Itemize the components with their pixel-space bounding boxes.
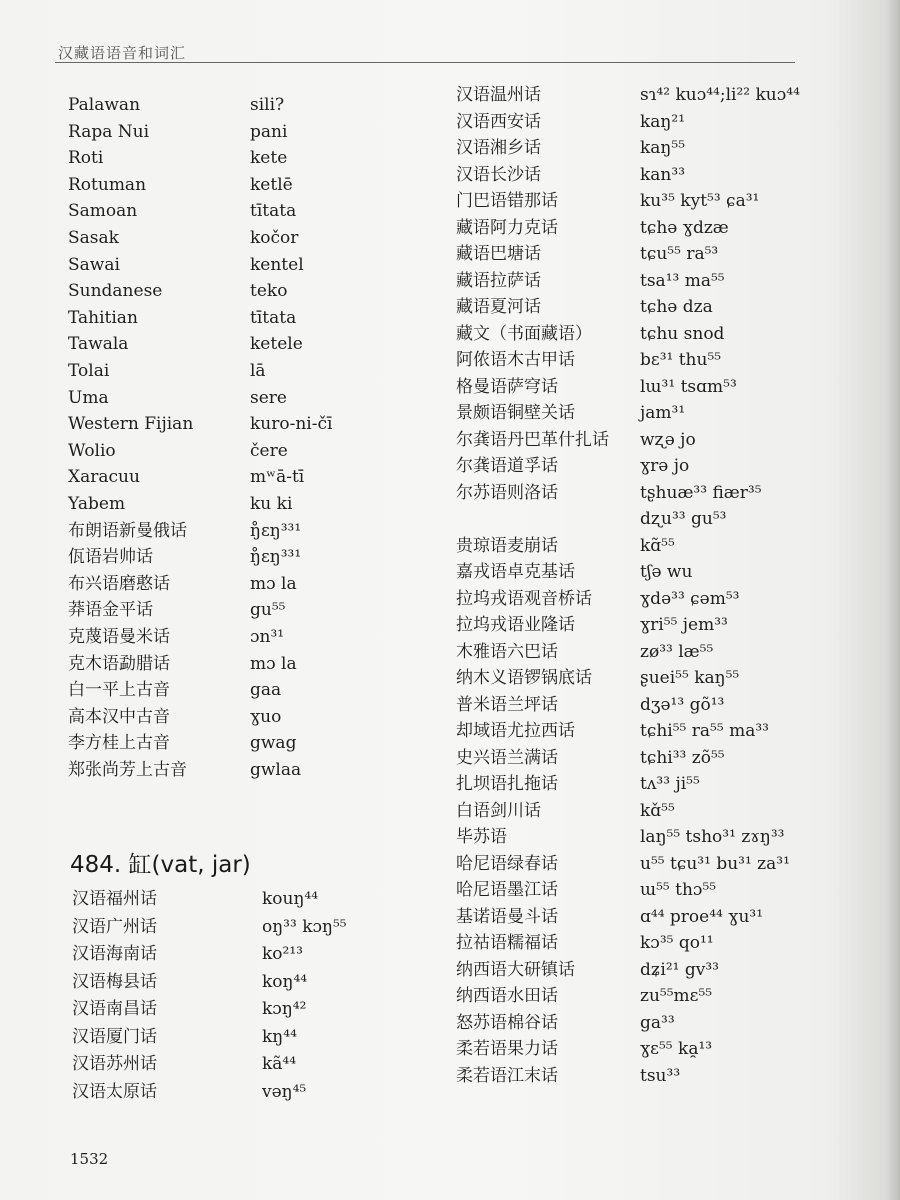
language-name: 怒苏语棉谷话 — [456, 1012, 558, 1033]
section-title-484: 484. 缸(vat, jar) — [70, 852, 251, 878]
word-form: ku ki — [250, 494, 293, 514]
word-form: tsu³³ — [640, 1065, 681, 1086]
word-form: mɔ la — [250, 653, 297, 674]
entry-row — [68, 225, 408, 251]
language-name: 克木语勐腊话 — [68, 653, 170, 674]
language-name: 汉语海南话 — [72, 944, 157, 964]
entry-row — [456, 294, 856, 320]
word-form: vəŋ⁴⁵ — [262, 1081, 307, 1102]
language-name: Tolai — [68, 361, 110, 381]
word-form: tītata — [250, 201, 297, 222]
entry-row — [456, 1036, 856, 1062]
language-name: 白一平上古音 — [68, 680, 170, 701]
word-form: oŋ³³ kɔŋ⁵⁵ — [262, 916, 347, 937]
entry-row — [456, 1063, 856, 1089]
language-name: 汉语梅县话 — [72, 971, 157, 992]
language-name: 阿侬语木古甲话 — [456, 350, 575, 370]
word-form: u⁵⁵ tɕu³¹ bu³¹ za³¹ — [640, 853, 790, 874]
word-form: kã⁴⁴ — [262, 1054, 297, 1074]
language-name: 拉坞戎语业隆话 — [456, 615, 575, 635]
entry-row — [456, 824, 856, 850]
word-form: tītata — [250, 307, 297, 328]
entry-row — [72, 914, 412, 940]
word-form: tɕhə dza — [640, 297, 713, 317]
word-form: kɑ̌⁵⁵ — [640, 800, 675, 821]
word-form: tɕhi⁵⁵ ra⁵⁵ ma³³ — [640, 721, 769, 741]
language-name: Sasak — [68, 228, 119, 248]
entry-row — [456, 877, 856, 903]
word-form: pani — [250, 121, 288, 142]
language-name: 木雅语六巴话 — [456, 641, 558, 662]
entry-row — [456, 612, 856, 638]
language-name: 汉语厦门话 — [72, 1026, 157, 1047]
entry-row — [456, 480, 856, 506]
word-form: kaŋ²¹ — [640, 111, 686, 132]
entry-row — [456, 692, 856, 718]
word-form: ɣuo — [250, 706, 282, 727]
entry-row — [68, 252, 408, 278]
entry-row — [68, 518, 408, 544]
language-name: Tahitian — [68, 307, 138, 328]
word-form: gu⁵⁵ — [250, 600, 286, 621]
word-form: ɣri⁵⁵ jem³³ — [640, 615, 728, 635]
language-name: 汉语湘乡话 — [456, 138, 541, 158]
word-form: ɑ⁴⁴ proe⁴⁴ ɣu³¹ — [640, 906, 764, 927]
word-form: tʌ³³ ji⁵⁵ — [640, 774, 700, 794]
entry-row — [456, 453, 856, 479]
language-name: 汉语太原话 — [72, 1081, 157, 1102]
word-form: tɕhu snod — [640, 323, 725, 344]
language-name: 高本汉中古音 — [68, 706, 170, 727]
language-name: Sawai — [68, 254, 120, 275]
language-name: 尔苏语则洛话 — [456, 482, 558, 503]
language-name: 哈尼语墨江话 — [456, 880, 558, 900]
language-name: 拉坞戎语观音桥话 — [456, 588, 592, 609]
word-form: teko — [250, 281, 288, 302]
word-form: kɔ³⁵ qo¹¹ — [640, 933, 714, 953]
entry-row — [456, 771, 856, 797]
entry-row — [456, 930, 856, 956]
word-form: ɣɛ⁵⁵ ka̯¹³ — [640, 1039, 713, 1059]
entry-row — [456, 1010, 856, 1036]
entry-row — [68, 624, 408, 650]
entry-row — [456, 268, 856, 294]
language-name: 藏语夏河话 — [456, 297, 541, 317]
word-form: kŋ⁴⁴ — [262, 1026, 297, 1047]
entry-row — [456, 109, 856, 135]
word-form: ɣdə³³ ɕəm⁵³ — [640, 588, 740, 609]
language-name: Samoan — [68, 201, 138, 222]
language-name: 史兴语兰满话 — [456, 747, 558, 768]
running-head: 汉藏语语音和词汇 — [58, 44, 187, 62]
entry-row — [456, 983, 856, 1009]
word-form: sere — [250, 387, 287, 408]
word-form: sili? — [250, 95, 285, 115]
word-form: ɔn³¹ — [250, 627, 285, 647]
entry-row — [456, 427, 856, 453]
entry-row — [68, 757, 408, 783]
word-form: jam³¹ — [640, 403, 686, 423]
word-form: kentel — [250, 254, 304, 275]
language-name: 汉语苏州话 — [72, 1054, 157, 1074]
language-name: 汉语广州话 — [72, 916, 157, 937]
language-name: Xaracuu — [68, 467, 140, 488]
entry-row — [456, 82, 856, 108]
entry-row — [72, 886, 412, 912]
language-name: 纳西语大研镇话 — [456, 959, 575, 980]
language-name: Uma — [68, 387, 109, 408]
entry-row — [72, 1024, 412, 1050]
language-name: 尔龚语道孚话 — [456, 456, 558, 476]
word-form: koŋ⁴⁴ — [262, 971, 308, 992]
language-name: Wolio — [68, 440, 116, 461]
word-form: wʐə jo — [640, 429, 696, 450]
entry-row — [68, 571, 408, 597]
page-number: 1532 — [70, 1150, 109, 1168]
entry-row — [456, 321, 856, 347]
language-name: 哈尼语绿春话 — [456, 853, 558, 874]
entry-row — [68, 385, 408, 411]
entry-row — [456, 957, 856, 983]
language-name: 拉祜语糯福话 — [456, 933, 558, 953]
entry-row — [68, 411, 408, 437]
word-form: dʐu³³ gu⁵³ — [640, 509, 727, 529]
language-name: 纳西语水田话 — [456, 986, 558, 1006]
language-name: 布兴语磨憨话 — [68, 573, 170, 594]
word-form: kɔŋ⁴² — [262, 999, 307, 1019]
word-form: mʷā-tī — [250, 467, 305, 488]
language-name: 莽语金平话 — [68, 600, 153, 621]
word-form: kouŋ⁴⁴ — [262, 889, 319, 909]
entry-row — [68, 358, 408, 384]
entry-row — [68, 730, 408, 756]
entry-row — [68, 651, 408, 677]
entry-row — [456, 559, 856, 585]
entry-row — [68, 597, 408, 623]
entry-row — [68, 305, 408, 331]
language-name: 白语剑川话 — [456, 800, 541, 821]
word-form: dʒə¹³ gõ¹³ — [640, 694, 725, 715]
language-name: 藏语巴塘话 — [456, 244, 541, 264]
entry-row — [68, 491, 408, 517]
entry-row — [72, 996, 412, 1022]
word-form: kete — [250, 148, 288, 169]
page-edge-shadow — [886, 0, 900, 1200]
language-name: 却域语尤拉西话 — [456, 721, 575, 741]
entry-row — [68, 172, 408, 198]
language-name: 郑张尚芳上古音 — [68, 760, 187, 780]
language-name: 汉语南昌话 — [72, 999, 157, 1019]
language-name: 藏语阿力克话 — [456, 217, 558, 238]
entry-row — [68, 544, 408, 570]
entry-row — [456, 586, 856, 612]
language-name: 克蔑语曼米话 — [68, 627, 170, 647]
word-form: ku³⁵ kyt⁵³ ɕa³¹ — [640, 191, 760, 211]
language-name: 汉语西安话 — [456, 111, 541, 132]
entry-row — [68, 278, 408, 304]
language-name: 格曼语萨穹话 — [456, 376, 558, 397]
language-name: Rapa Nui — [68, 121, 150, 142]
language-name: 纳木义语锣锅底话 — [456, 668, 592, 688]
word-form: dʑi²¹ gv³³ — [640, 959, 719, 980]
entry-row — [68, 704, 408, 730]
word-form: kɑ̃⁵⁵ — [640, 535, 675, 556]
entry-row — [72, 1079, 412, 1105]
entry-row — [456, 135, 856, 161]
word-form: ŋ̊ɛŋ³³¹ — [250, 547, 302, 568]
language-name: Palawan — [68, 95, 141, 115]
language-name: 扎坝语扎拖话 — [456, 774, 558, 794]
word-form: zu⁵⁵mɛ⁵⁵ — [640, 986, 713, 1006]
word-form: kočor — [250, 228, 299, 248]
language-name: 普米语兰坪话 — [456, 694, 558, 715]
language-name: 布朗语新曼俄话 — [68, 520, 187, 541]
language-name: 嘉戎语卓克基话 — [456, 562, 575, 582]
entry-row — [456, 215, 856, 241]
entry-row — [68, 677, 408, 703]
entry-row — [68, 464, 408, 490]
entry-row — [68, 438, 408, 464]
language-name: 汉语长沙话 — [456, 164, 541, 185]
word-form: ketele — [250, 334, 303, 355]
entry-row — [68, 92, 408, 118]
language-name: 毕苏语 — [456, 827, 507, 847]
word-form: ko²¹³ — [262, 944, 303, 964]
word-form: laŋ⁵⁵ tsho³¹ zɤŋ³³ — [640, 827, 785, 847]
word-form: ŋ̊ɛŋ³³¹ — [250, 520, 302, 541]
word-form: ga³³ — [640, 1012, 675, 1033]
entry-row — [456, 188, 856, 214]
entry-row — [456, 639, 856, 665]
word-form: lā — [250, 361, 266, 381]
entry-row — [456, 374, 856, 400]
entry-row — [456, 745, 856, 771]
entry-row — [68, 331, 408, 357]
language-name: 柔若语果力话 — [456, 1039, 558, 1059]
entry-row — [456, 798, 856, 824]
language-name: Yabem — [68, 494, 126, 514]
word-form: tʂhuæ³³ fiær³⁵ — [640, 482, 762, 503]
word-form: kaŋ⁵⁵ — [640, 138, 686, 158]
language-name: 藏语拉萨话 — [456, 270, 541, 291]
entry-row — [72, 941, 412, 967]
word-form: tʃə wu — [640, 562, 693, 582]
word-form: gwag — [250, 733, 297, 754]
entry-row — [72, 969, 412, 995]
word-form: zø³³ læ⁵⁵ — [640, 641, 714, 662]
word-form: tɕhə ɣdzæ — [640, 217, 729, 238]
entry-row — [68, 145, 408, 171]
language-name: 佤语岩帅话 — [68, 547, 153, 568]
language-name: Western Fijian — [68, 414, 194, 435]
language-name: 李方桂上古音 — [68, 733, 170, 754]
language-name: Sundanese — [68, 281, 163, 302]
word-form: ɯ⁵⁵ thɔ⁵⁵ — [640, 880, 717, 900]
entry-row — [456, 533, 856, 559]
entry-row — [456, 904, 856, 930]
word-form: ketlē — [250, 174, 293, 195]
word-form: tɕu⁵⁵ ra⁵³ — [640, 244, 719, 264]
entry-row — [456, 400, 856, 426]
entry-row — [456, 506, 856, 532]
language-name: Rotuman — [68, 174, 147, 195]
language-name: 景颇语铜壁关话 — [456, 403, 575, 423]
entry-row — [456, 851, 856, 877]
entry-row — [68, 119, 408, 145]
entry-row — [68, 198, 408, 224]
entry-row — [456, 347, 856, 373]
language-name: 藏文（书面藏语） — [456, 323, 592, 344]
language-name: 门巴语错那话 — [456, 191, 558, 211]
word-form: kan³³ — [640, 164, 686, 185]
word-form: mɔ la — [250, 573, 297, 594]
word-form: ʂuei⁵⁵ kaŋ⁵⁵ — [640, 668, 740, 688]
header-rule — [55, 62, 795, 63]
entry-row — [456, 162, 856, 188]
word-form: čere — [250, 440, 288, 461]
language-name: Roti — [68, 148, 104, 169]
language-name: 基诺语曼斗话 — [456, 906, 558, 927]
word-form: gaa — [250, 680, 282, 701]
word-form: sɿ⁴² kuɔ⁴⁴;li²² kuɔ⁴⁴ — [640, 85, 800, 105]
word-form: bɛ³¹ thu⁵⁵ — [640, 350, 722, 370]
language-name: 柔若语江末话 — [456, 1065, 558, 1086]
word-form: lɯ³¹ tsɑm⁵³ — [640, 376, 737, 397]
entry-row — [72, 1051, 412, 1077]
language-name: 汉语温州话 — [456, 85, 541, 105]
language-name: Tawala — [68, 334, 129, 355]
word-form: ɣrə jo — [640, 456, 690, 476]
entry-row — [456, 665, 856, 691]
word-form: tsa¹³ ma⁵⁵ — [640, 270, 725, 291]
language-name: 贵琼语麦崩话 — [456, 535, 558, 556]
word-form: kuro-ni-čī — [250, 414, 333, 435]
word-form: tɕhi³³ zõ⁵⁵ — [640, 747, 725, 768]
language-name: 汉语福州话 — [72, 889, 157, 909]
entry-row — [456, 718, 856, 744]
language-name: 尔龚语丹巴革什扎话 — [456, 429, 609, 450]
word-form: gwlaa — [250, 760, 302, 780]
entry-row — [456, 241, 856, 267]
